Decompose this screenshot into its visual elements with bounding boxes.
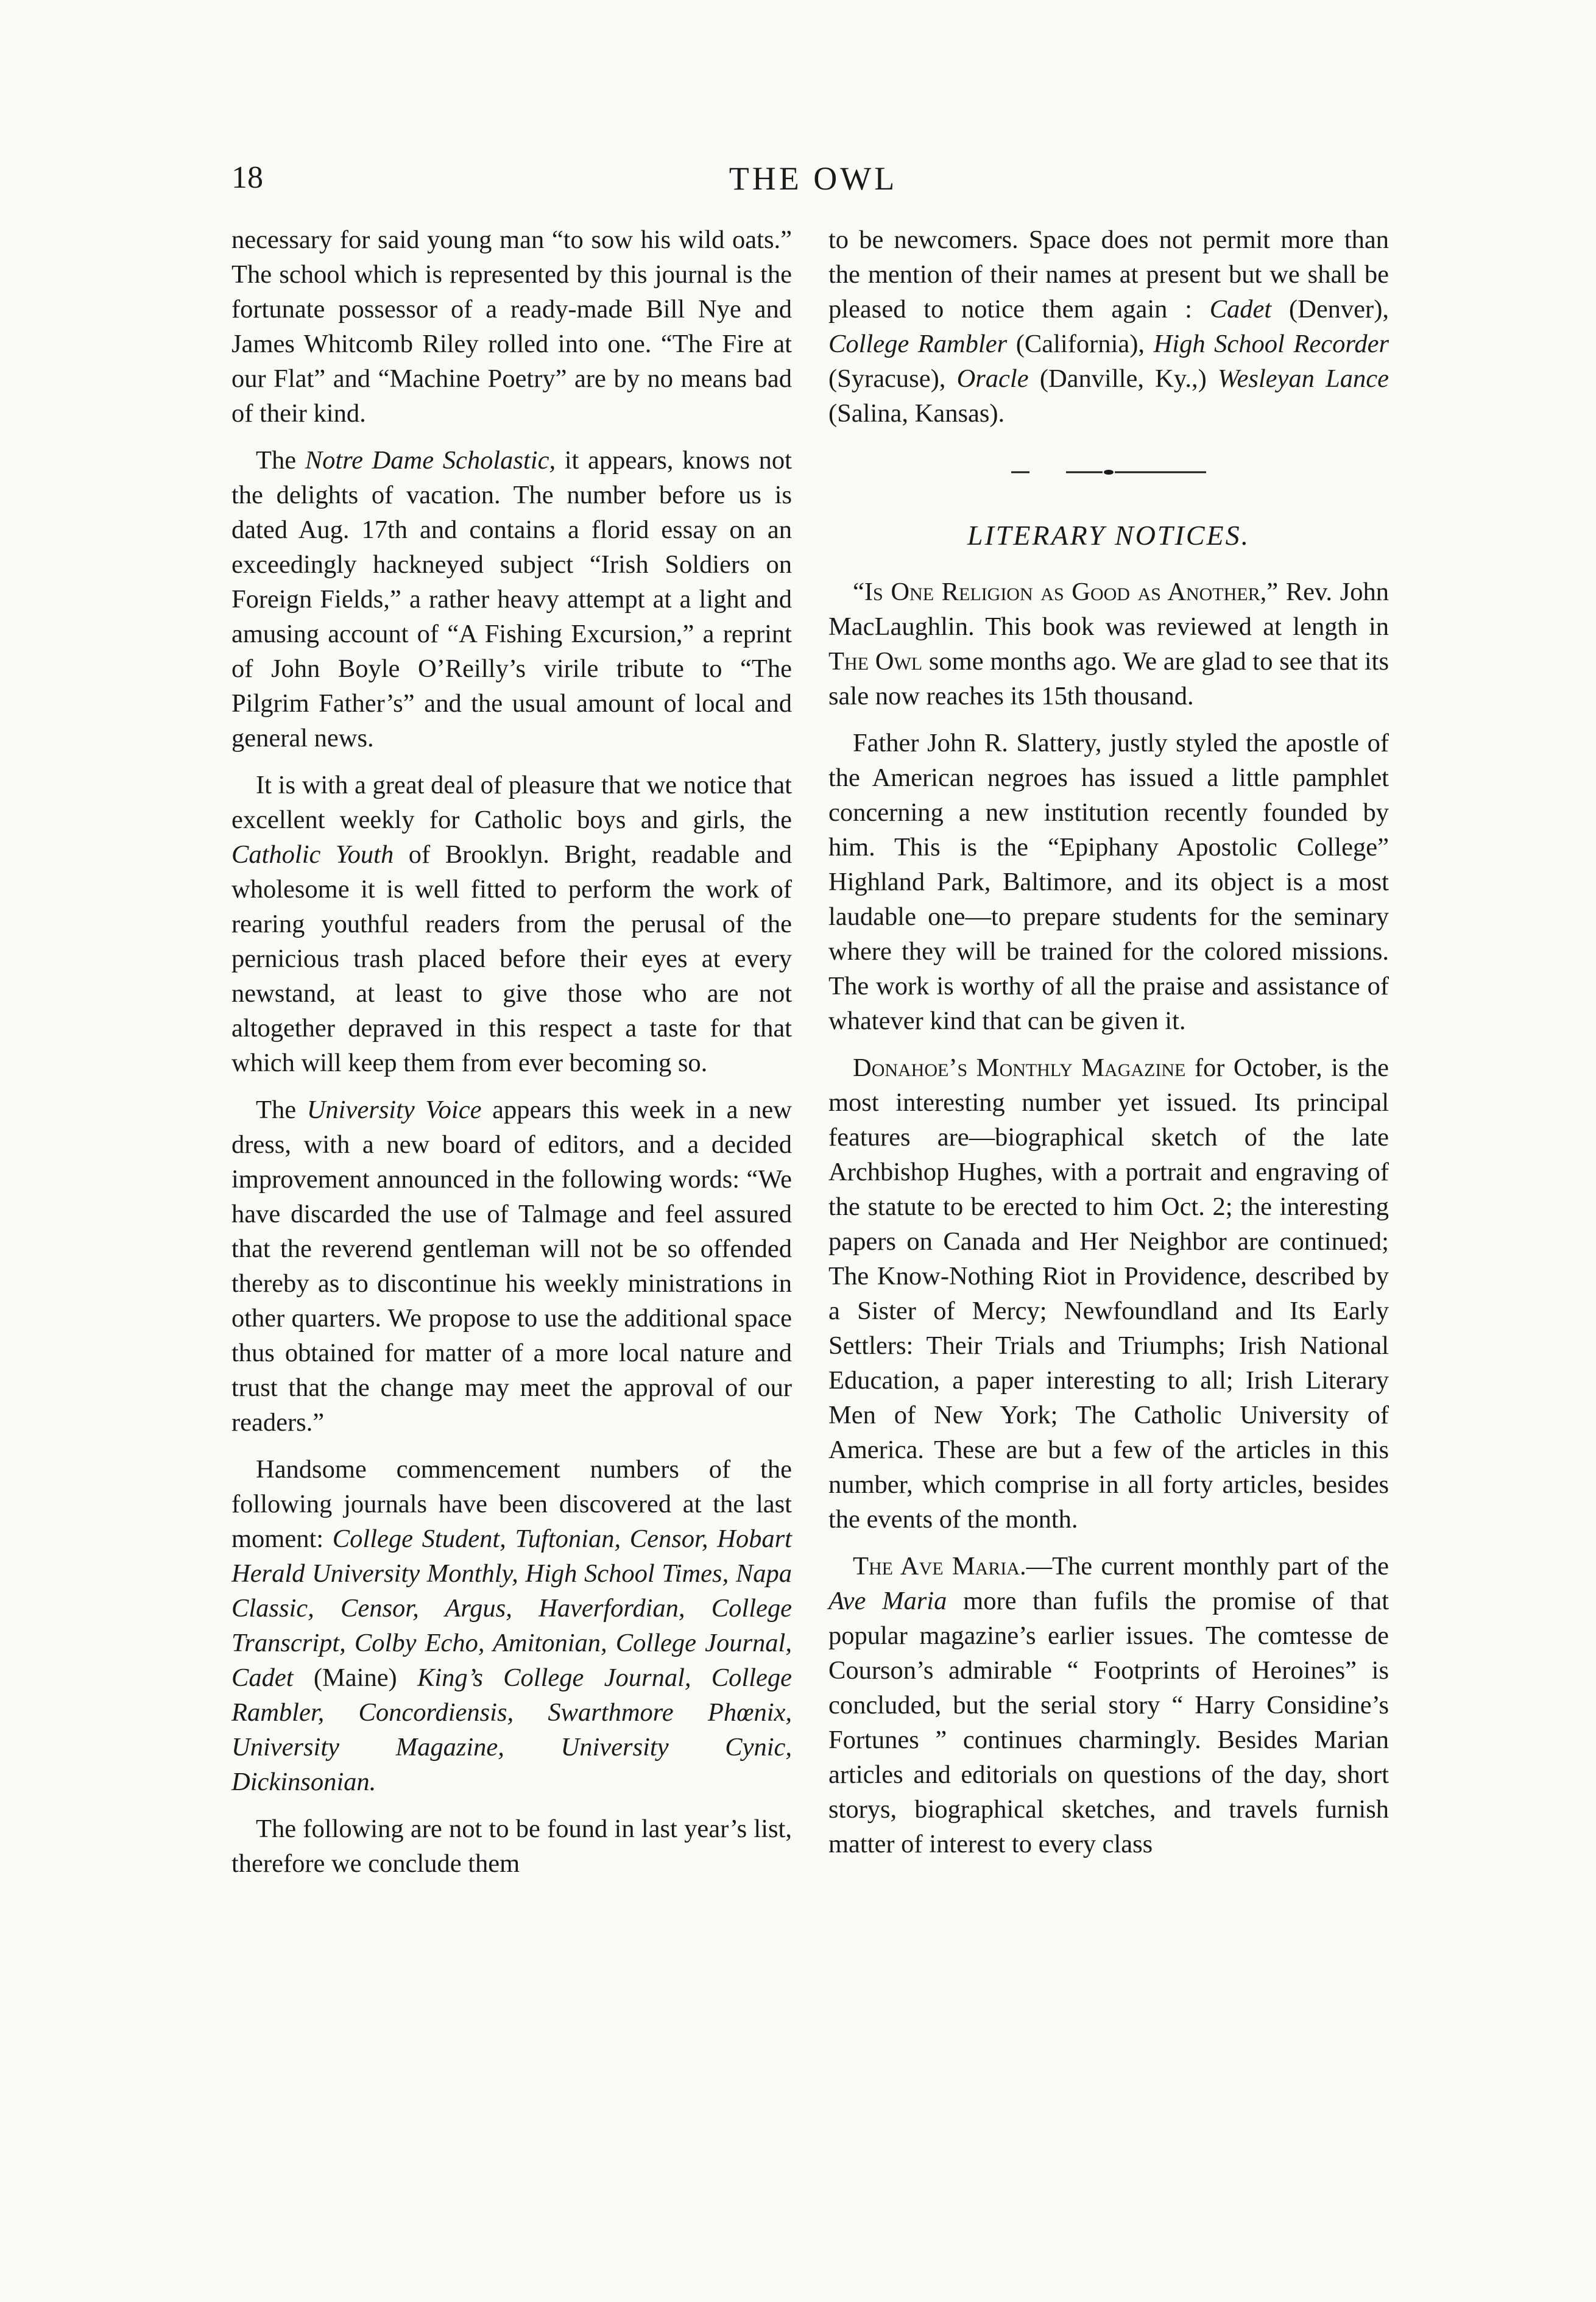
book-title: “Is One Religion as Good as Another,” xyxy=(853,578,1279,606)
journal-name: The Owl xyxy=(828,647,923,676)
publication-title: Catholic Youth xyxy=(231,840,394,869)
magazine-title-italic: Ave Maria xyxy=(828,1587,947,1615)
running-head xyxy=(231,160,1395,214)
paragraph-ave-maria: The Ave Maria.—The current monthly part of the Ave Maria more than fufils the promise of that popular magazine’s earlier issues. The comtesse de Courson’s admirable “ Footprints of Heroines” is concluded, but the serial story “ Harry Considine’s Fortunes ” continues charmingly. Besides Marian articles and editorials on questions of the day, short storys, biographical sketches, and travels furnish matter of interest to every class xyxy=(828,1552,1389,1858)
paragraph-catholic-youth: It is with a great deal of pleasure that we notice that excellent weekly for Catholic boys and girls, the Catholic Youth of Brooklyn. Bright, readable and wholesome it is well fitted to perform the work of rearing youthful readers from the perusal of the pernicious trash placed before their eyes at every newstand, at least to give those who are not altogether depraved in this respect a taste for that which will keep them from ever becoming so. xyxy=(231,771,792,1077)
paragraph-continued: necessary for said young man “to sow his wild oats.” The school which is represented by this journal is the fortunate possessor of a ready-made Bill Nye and James Whitcomb Riley rolled into one. “The Fire at our Flat” and “Machine Poetry” are by no means bad of their kind. xyxy=(231,225,792,428)
paragraph-father-slattery: Father John R. Slattery, justly styled the apostle of the American negroes has issued a little pamphlet concerning a new institution recently founded by him. This is the “Epiphany Apostolic College” Highland Park, Baltimore, and its object is a most laudable one—to prepare students for the seminary where they will be trained for the colored missions. The work is worthy of all the praise and assistance of whatever kind that can be given it. xyxy=(828,729,1389,1035)
section-divider-ornament xyxy=(828,453,1389,487)
paragraph-one-religion: “Is One Religion as Good as Another,” Rev. John MacLaughlin. This book was reviewed at length in The Owl some months ago. We are glad to see that its sale now reaches its 15th thousand. xyxy=(828,578,1389,710)
page-number: 18 xyxy=(231,160,263,195)
paragraph-notre-dame-scholastic: The Notre Dame Scholastic, it appears, knows not the delights of vacation. The number before us is dated Aug. 17th and contains a florid essay on an exceedingly hackneyed subject “Irish Soldiers on Foreign Fields,” a rather heavy attempt at a light and amusing account of “A Fishing Excursion,” a reprint of John Boyle O’Reilly’s virile tribute to “The Pilgrim Father’s” and the usual amount of local and general news. xyxy=(231,446,792,753)
publication-list: College Student, Tuftonian, Censor, Hobart Herald University Monthly, High School Times, Napa Classic, Censor, Argus, Haverfordian, College Transcript, Colby Echo, Amitonian, College Journal, Cadet xyxy=(231,1525,792,1692)
paragraph-university-voice: The University Voice appears this week in a new dress, with a new board of editors, and a decided improvement announced in the following words: “We have discarded the use of Talmage and feel assured that the reverend gentleman will not be so offended thereby as to discontinue his weekly ministrations in other quarters. We propose to use the additional space thus obtained for matter of a more local nature and trust that the change may meet the approval of our readers.” xyxy=(231,1096,792,1437)
paragraph-newcomers-list: to be newcomers. Space does not permit more than the mention of their names at present but we shall be pleased to notice them again : Cadet (Denver), College Rambler (California), High School Recorder (Syracuse), Oracle (Danville, Ky.,) Wesleyan Lance (Salina, Kansas). xyxy=(828,225,1389,428)
left-column xyxy=(231,222,792,1893)
publication-title: University Voice xyxy=(306,1096,482,1124)
paragraph-commencement-numbers: Handsome commencement numbers of the following journals have been discovered at the last moment: College Student, Tuftonian, Censor, Hobart Herald University Monthly, High School Times, Napa Classic, Censor, Argus, Haverfordian, College Transcript, Colby Echo, Amitonian, College Journal, Cadet (Maine) King’s College Journal, College Rambler, Concordiensis, Swarthmore Phœnix, University Magazine, University Cynic, Dickinsonian. xyxy=(231,1455,792,1796)
magazine-title: The Ave Maria. xyxy=(853,1552,1026,1581)
right-column xyxy=(828,222,1389,1874)
paragraph-donahoes-magazine: Donahoe’s Monthly Magazine for October, is the most interesting number yet issued. Its principal features are—biographical sketch of the late Archbishop Hughes, with a portrait and engraving of the statute to be erected to him Oct. 2; the interesting papers on Canada and Her Neighbor are continued; The Know-Nothing Riot in Providence, described by a Sister of Mercy; Newfoundland and Its Early Settlers: Their Trials and Triumphs; Irish National Education, a paper interesting to all; Irish Literary Men of New York; The Catholic University of America. These are but a few of the articles in this number, which comprise in all forty articles, besides the events of the month. xyxy=(828,1054,1389,1534)
publication-list: King’s College Journal, College Rambler, Concordiensis, Swarthmore Phœnix, University Magazine, University Cynic, Dickinsonian. xyxy=(231,1663,792,1796)
paragraph-newcomers-intro: The following are not to be found in last year’s list, therefore we conclude them xyxy=(231,1815,792,1878)
magazine-title: Donahoe’s Monthly Magazine xyxy=(853,1054,1186,1082)
journal-title: THE OWL xyxy=(729,160,898,197)
publication-title: Notre Dame Scholastic, xyxy=(305,446,556,475)
section-heading-literary-notices: LITERARY NOTICES. xyxy=(967,520,1251,551)
